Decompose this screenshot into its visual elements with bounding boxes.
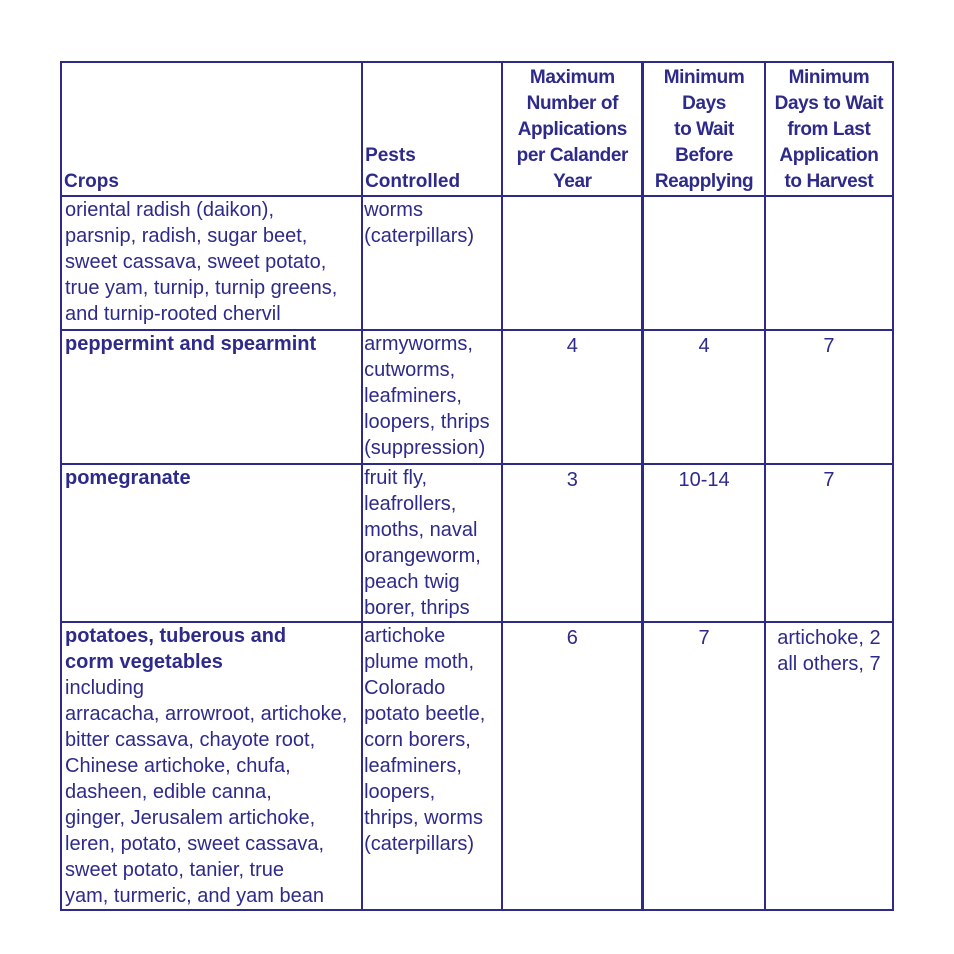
pesticide-label-table <box>60 61 894 911</box>
header-pests-controlled: Pests Controlled <box>362 62 502 196</box>
crop-name: peppermint and spearmint <box>65 333 317 355</box>
max-applications-cell: 4 <box>502 330 642 464</box>
harvest-interval-cell: 7 <box>765 464 893 622</box>
header-min-days-reapply: Minimum Days to Wait Before Reapplying <box>643 62 765 196</box>
min-days-cell <box>643 196 765 330</box>
crop-cell: potatoes, tuberous and corm vegetables including arracacha, arrowroot, artichoke, bitter cassava, chayote root, Chinese artichoke, chufa, dasheen, edible canna, ginger, Jerusalem artichoke, leren, potato, sweet cassava, sweet potato, tanier, true yam, turmeric, and yam bean <box>61 622 362 910</box>
harvest-interval-cell: 7 <box>765 330 893 464</box>
pests-cell: worms (caterpillars) <box>362 196 502 330</box>
crop-name: potatoes, tuberous and <box>65 625 287 647</box>
table-row <box>61 330 893 464</box>
min-days-cell: 7 <box>643 622 765 910</box>
table-row <box>61 622 893 910</box>
header-crops: Crops <box>61 62 362 196</box>
pests-cell: artichoke plume moth, Colorado potato beetle, corn borers, leafminers, loopers, thrips, worms (caterpillars) <box>362 622 502 910</box>
min-days-cell: 10-14 <box>643 464 765 622</box>
crop-cell <box>61 330 362 464</box>
header-min-days-harvest: Minimum Days to Wait from Last Application to Harvest <box>765 62 893 196</box>
max-applications-cell: 6 <box>502 622 642 910</box>
min-days-cell: 4 <box>643 330 765 464</box>
harvest-interval-cell: artichoke, 2 all others, 7 <box>765 622 893 910</box>
pests-cell: fruit fly, leafrollers, moths, naval orangeworm, peach twig borer, thrips <box>362 464 502 622</box>
max-applications-cell <box>502 196 642 330</box>
pests-cell: armyworms, cutworms, leafminers, loopers, thrips (suppression) <box>362 330 502 464</box>
table-row <box>61 196 893 330</box>
harvest-interval-cell <box>765 196 893 330</box>
header-row <box>61 62 893 196</box>
table-row <box>61 464 893 622</box>
crop-cell <box>61 464 362 622</box>
header-max-applications: Maximum Number of Applications per Calander Year <box>502 62 642 196</box>
crop-cell: oriental radish (daikon), parsnip, radish, sugar beet, sweet cassava, sweet potato, true yam, turnip, turnip greens, and turnip-rooted chervil <box>61 196 362 330</box>
max-applications-cell: 3 <box>502 464 642 622</box>
crop-name: pomegranate <box>65 467 191 489</box>
